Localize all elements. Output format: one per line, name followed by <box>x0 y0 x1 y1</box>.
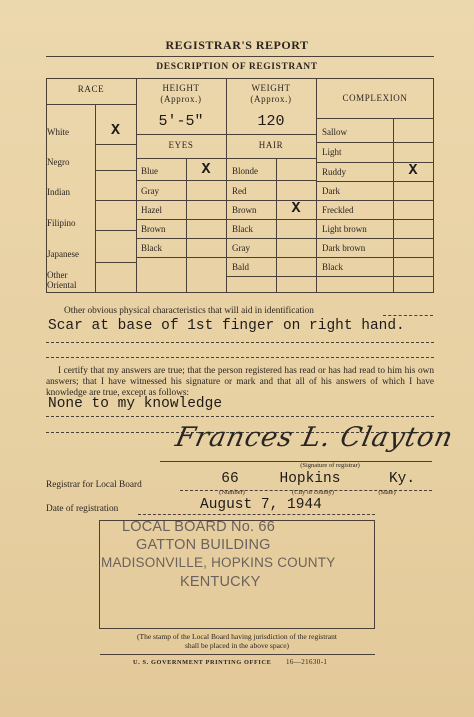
signature-caption: (Signature of registrar) <box>300 462 360 469</box>
race-negro: Negro <box>47 157 70 167</box>
hair-brown-mark: X <box>291 200 301 217</box>
race-filipino: Filipino <box>47 218 76 228</box>
weight-header: WEIGHT <box>251 83 291 93</box>
characteristics-rule <box>46 342 434 343</box>
height-value: 5'-5" <box>158 113 204 130</box>
complexion-dark: Dark <box>322 186 340 196</box>
complexion-light: Light <box>322 147 342 157</box>
stamp-line-3: MADISONVILLE, HOPKINS COUNTY <box>101 555 336 570</box>
race-white-mark: X <box>110 122 120 139</box>
local-board-number: 66 <box>221 471 239 487</box>
registration-date-rule <box>138 514 375 515</box>
stamp-caption-line-1: (The stamp of the Local Board having jurisdiction of the registrant <box>137 632 337 641</box>
height-header-approx: (Approx.) <box>160 94 202 104</box>
race-indian: Indian <box>47 187 70 197</box>
weight-header-approx: (Approx.) <box>250 94 292 104</box>
stamp-line-4: KENTUCKY <box>180 574 261 590</box>
complexion-header: COMPLEXION <box>342 93 408 103</box>
registration-date-label: Date of registration <box>46 504 119 514</box>
weight-value: 120 <box>257 113 285 130</box>
hair-brown: Brown <box>232 205 257 215</box>
other-characteristics-label: Other obvious physical characteristics that will aid in identification <box>64 306 314 316</box>
complexion-black: Black <box>322 262 343 272</box>
hair-red: Red <box>232 186 247 196</box>
stamp-line-1: LOCAL BOARD No. 66 <box>122 519 275 535</box>
certification-rule <box>46 416 434 417</box>
hair-bald: Bald <box>232 262 249 272</box>
local-board-state: Ky. <box>388 471 416 487</box>
race-header: RACE <box>77 84 105 94</box>
city-caption: (City or county) <box>292 489 334 496</box>
hair-header: HAIR <box>258 140 284 150</box>
characteristics-leader <box>383 315 433 316</box>
race-other-oriental: Other Oriental <box>47 270 77 290</box>
stamp-line-2: GATTON BUILDING <box>136 537 271 553</box>
complexion-dark-brown: Dark brown <box>322 243 366 253</box>
certification-exceptions: None to my knowledge <box>48 396 223 412</box>
title-rule <box>46 56 434 57</box>
footer-rule <box>100 654 375 655</box>
eyes-brown: Brown <box>141 224 166 234</box>
report-subtitle: DESCRIPTION OF REGISTRANT <box>156 62 318 72</box>
footer-printer: U. S. GOVERNMENT PRINTING OFFICE <box>133 659 272 666</box>
certification-text: I certify that my answers are true; that the person registered has read or has had read to him his own answers; that I have witnessed his signature or mark and that all of his answers of which I have knowledge are true, except as follows: <box>46 366 434 398</box>
height-header: HEIGHT <box>162 83 200 93</box>
number-caption: (Number) <box>219 489 245 496</box>
hair-blonde: Blonde <box>232 166 258 176</box>
local-board-city: Hopkins <box>279 471 341 487</box>
hair-black: Black <box>232 224 253 234</box>
report-title: REGISTRAR'S REPORT <box>165 38 309 52</box>
eyes-header: EYES <box>168 140 194 150</box>
footer-form-number: 16—21630-1 <box>286 658 328 666</box>
stamp-caption <box>0 632 474 650</box>
other-characteristics-value: Scar at base of 1st finger on right hand. <box>48 318 405 334</box>
eyes-black: Black <box>141 243 162 253</box>
complexion-sallow: Sallow <box>322 127 348 137</box>
section-divider <box>46 357 434 358</box>
eyes-blue-mark: X <box>201 161 211 178</box>
complexion-ruddy-mark: X <box>408 162 418 179</box>
complexion-light-brown: Light brown <box>322 224 367 234</box>
eyes-gray: Gray <box>141 186 159 196</box>
race-white: White <box>47 127 69 137</box>
registrar-signature: Frances L. Clayton <box>172 422 457 453</box>
race-japanese: Japanese <box>47 249 79 259</box>
hair-gray: Gray <box>232 243 250 253</box>
registration-date: August 7, 1944 <box>200 497 322 513</box>
stamp-caption-line-2: shall be placed in the above space) <box>184 641 290 650</box>
complexion-ruddy: Ruddy <box>322 167 347 177</box>
state-caption: (State) <box>378 489 396 496</box>
complexion-freckled: Freckled <box>322 205 354 215</box>
eyes-blue: Blue <box>141 166 158 176</box>
eyes-hazel: Hazel <box>141 205 162 215</box>
local-board-label: Registrar for Local Board <box>46 480 142 490</box>
